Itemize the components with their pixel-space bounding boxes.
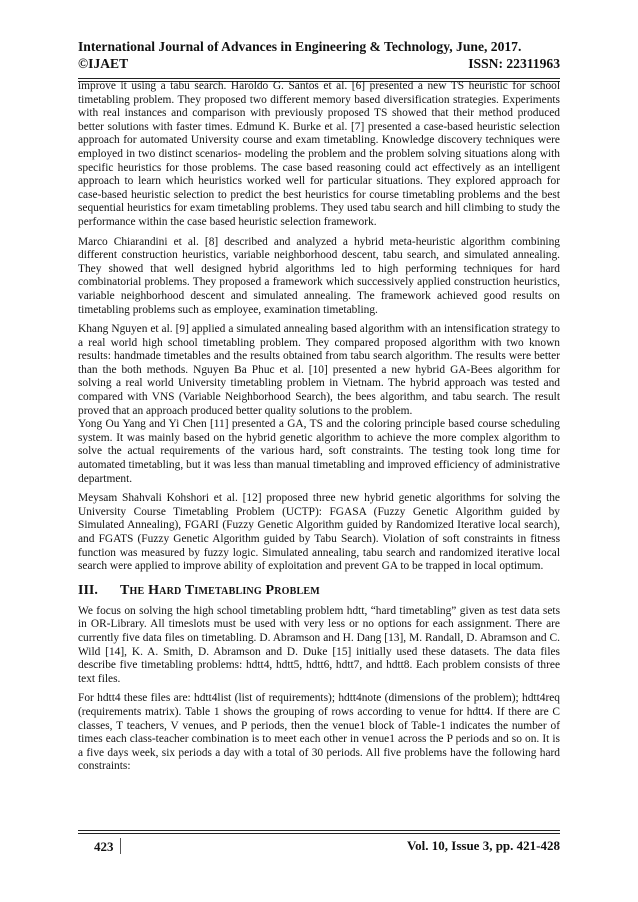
footer-rule-secondary bbox=[78, 833, 560, 834]
header-meta-row bbox=[78, 55, 560, 72]
publisher-label: ©IJAET bbox=[78, 56, 129, 71]
body-paragraph-3: Khang Nguyen et al. [9] applied a simulated annealing based algorithm with an intensification strategy to a real world high school timetabling problem. They compared proposed algorithm with two known results: handmade timetables and the results obtained from tabu search algorithm. The results were better than the both methods. Nguyen Ba Phuc et al. [10] presented a new hybrid GA-Bees algorithm for solving a real world University timetabling problem in Vietnam. The hybrid approach was tested and compared with VNS (Variable Neighborhood Search), the bees algorithm, and tabu search. The result proved that an approach produced better quality solutions to the problem. bbox=[78, 323, 560, 417]
body-content bbox=[78, 80, 560, 774]
body-paragraph-2: Marco Chiarandini et al. [8] described and analyzed a hybrid meta-heuristic algorithm combining different construction heuristics, variable neighborhood descent, tabu search, and simulated annealing. They showed that well designed hybrid algorithms led to high performing techniques for hard combinatorial problems. They proposed a framework which successively applied construction heuristics, variable neighborhood descent and simulated annealing. The framework achieved good results on timetabling problems such as employee, examination timetabling. bbox=[78, 235, 560, 316]
section-heading bbox=[78, 583, 560, 599]
footer-rule bbox=[78, 830, 560, 831]
volume-info: Vol. 10, Issue 3, pp. 421-428 bbox=[406, 838, 560, 853]
section-title: The Hard Timetabling Problem bbox=[120, 582, 320, 598]
page-number: 423 bbox=[94, 839, 114, 854]
journal-title: International Journal of Advances in Engineering & Technology, June, 2017. bbox=[78, 39, 522, 54]
page-number-separator bbox=[120, 838, 121, 854]
section-paragraph-2: For hdtt4 these files are: hdtt4list (list of requirements); hdtt4note (dimensions of the problem); hdtt4req (requirements matrix). Table 1 shows the grouping of rows according to venue for hdtt4. If there are C classes, T teachers, V venues, and P periods, then the venue1 block of Table-1 indicates the number of times each class-teacher combination is to meet each other in venue1 across the P periods and so on. It is a five days week, six periods a day with a total of 30 periods. All five problems have the following hard constraints: bbox=[78, 692, 560, 773]
issn-label: ISSN: 22311963 bbox=[468, 56, 560, 71]
header-rule bbox=[78, 78, 560, 79]
body-paragraph-5: Meysam Shahvali Kohshori et al. [12] proposed three new hybrid genetic algorithms for solving the University Course Timetabling Problem (UCTP): FGASA (Fuzzy Genetic Algorithm guided by Simulated Annealing), FGARI (Fuzzy Genetic Algorithm guided by Randomized Iterative local search), and FGATS (Fuzzy Genetic Algorithm guided by Tabu Search). Violation of soft constraints in fitness function was measured by fuzzy logic. Simulated annealing, tabu search and randomized iterative local search were applied to improve ability of exploitation and prevent GA to be trapped in local optimum. bbox=[78, 492, 560, 573]
page-header bbox=[78, 38, 560, 72]
section-number: III. bbox=[78, 582, 98, 598]
page-number-group bbox=[78, 838, 121, 855]
body-paragraph-1: improve it using a tabu search. Haroldo G. Santos et al. [6] presented a new TS heuristic for school timetabling problem. They proposed two different memory based diversification strategies. Experiments with real instances and comparison with previously proposed TS showed that their method produced better solutions with faster times. Edmund K. Burke et al. [7] presented a case-based heuristic selection approach for automated University course and exam timetabling. Knowledge discovery techniques were employed in two distinct scenarios- modeling the problem and the problem solving situations along with specific heuristics for those problems. The case based reasoning could act effectively as an intelligent approach to learn which heuristics worked well for particular situations. They explored approach for case-based heuristic selection to predict the best heuristics for course timetabling problems and the best sequential heuristics for exam timetabling problems. They used tabu search and hill climbing to study the performance within the case based heuristic selection framework. bbox=[78, 80, 560, 228]
section-paragraph-1: We focus on solving the high school timetabling problem hdtt, “hard timetabling” given as test data sets in OR-Library. All timeslots must be used with very less or no options for each assignment. There are currently five data files on timetabling. D. Abramson and H. Dang [13], M. Randall, D. Abramson and C. Wild [14], K. A. Smith, D. Abramson and D. Duke [15] initially used these datasets. The data files describe five timetabling problems: hdtt4, hdtt5, hdtt6, hdtt7, and hdtt8. Each problem consists of three text files. bbox=[78, 604, 560, 685]
page-footer bbox=[78, 838, 560, 855]
body-paragraph-4: Yong Ou Yang and Yi Chen [11] presented a GA, TS and the coloring principle based course scheduling system. It was mainly based on the hybrid genetic algorithm to achieve the more complex algorithm to solve the actual requirements of the various hard, soft constraints. The testing took long time for automated timetabling, but it was less than manual timetabling and improved efficiency of administrative department. bbox=[78, 418, 560, 485]
